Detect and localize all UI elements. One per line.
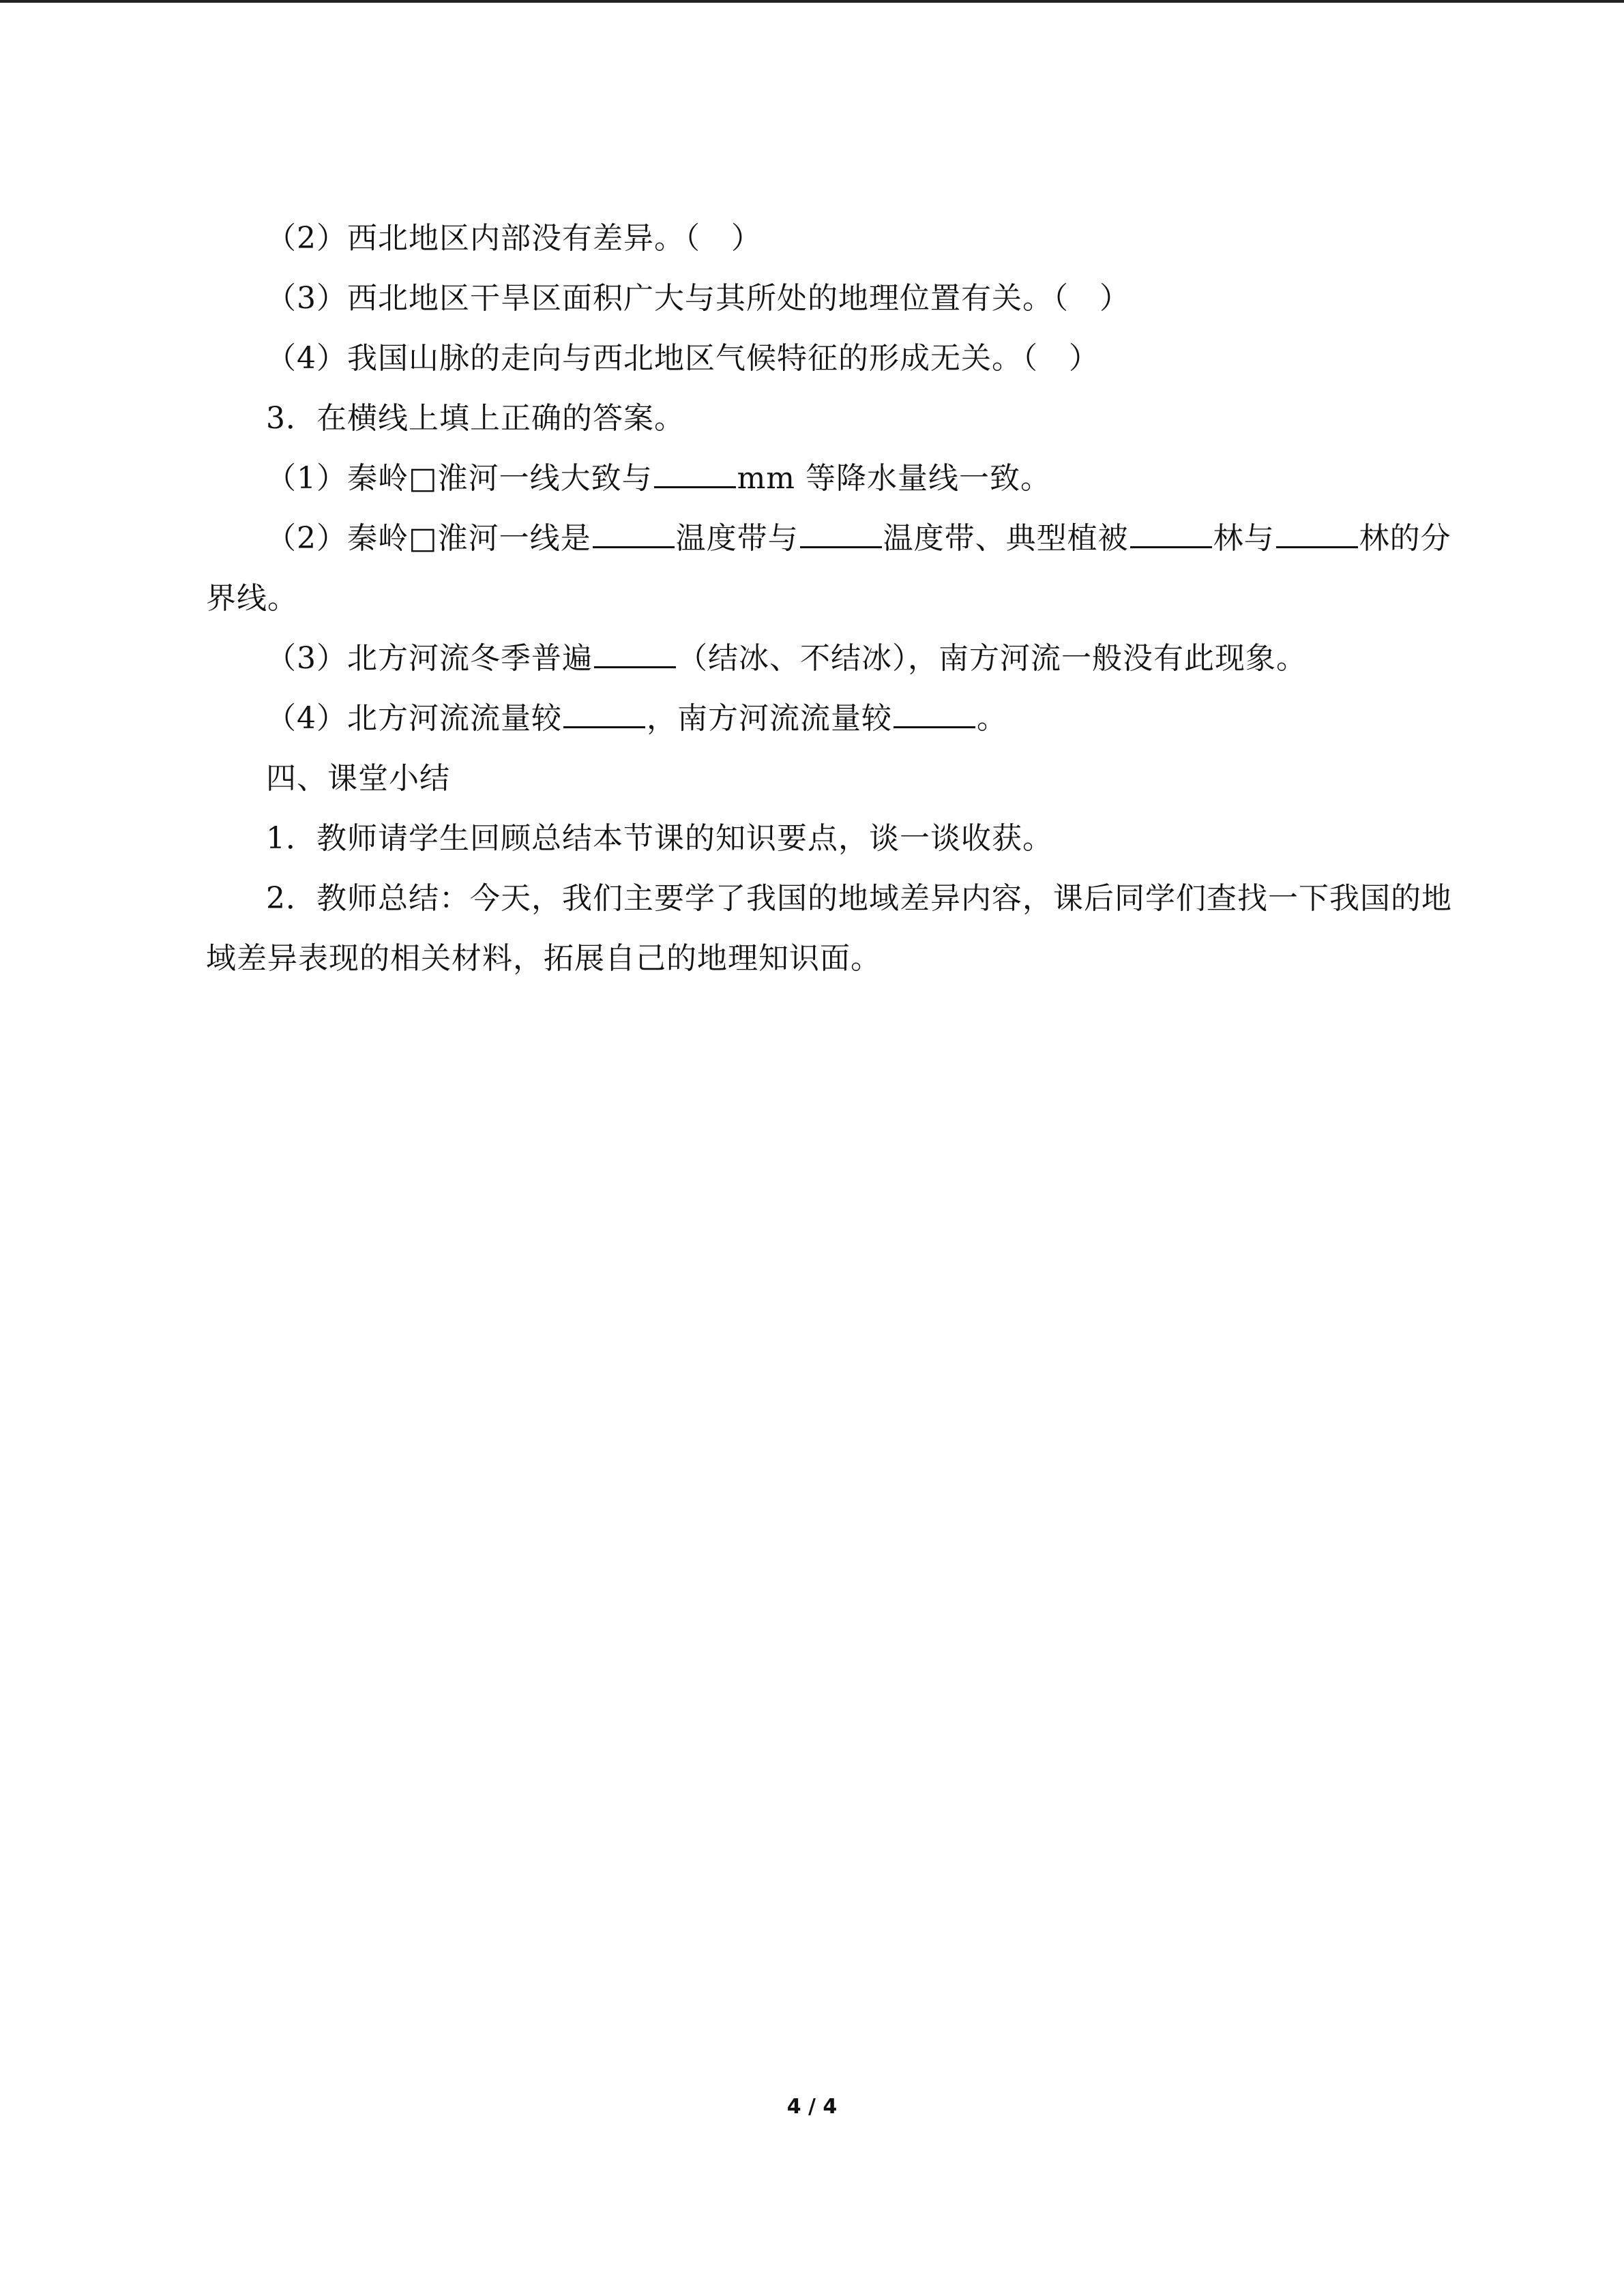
summary-item-2: 2．教师总结：今天，我们主要学了我国的地域差异内容，课后同学们查找一下我国的地域差异表现的相关材料，拓展自己的地理知识面。	[206, 881, 1452, 976]
fill-in-item-3	[206, 629, 1466, 689]
judgement-item-2: （2）西北地区内部没有差异。（ ）	[266, 221, 762, 256]
page-top-border	[0, 0, 1624, 3]
answer-blank	[654, 456, 736, 488]
fill-in-item-2-prefix: （2）秦岭□淮河一线是	[266, 521, 591, 556]
section-heading: 四、课堂小结	[266, 761, 450, 796]
judgement-item-4: （4）我国山脉的走向与西北地区气候特征的形成无关。（ ）	[266, 341, 1099, 376]
fill-in-item-2-suffix: 林的分界线。	[206, 521, 1451, 616]
document-body	[206, 209, 1466, 989]
answer-blank	[1276, 516, 1358, 548]
fill-in-item-2-part3: 林与	[1213, 521, 1275, 556]
fill-in-item-2-part2: 温度带、典型植被	[883, 521, 1129, 556]
judgement-item-3: （3）西北地区干旱区面积广大与其所处的地理位置有关。（ ）	[266, 281, 1130, 316]
fill-in-item-2-part1: 温度带与	[675, 521, 799, 556]
answer-blank	[563, 696, 645, 728]
fill-in-item-2	[206, 509, 1466, 629]
fill-in-item-4-middle: ，南方河流流量较	[647, 701, 892, 736]
answer-blank	[800, 516, 882, 548]
fill-in-item-1	[206, 449, 1466, 509]
answer-blank	[593, 516, 675, 548]
fill-in-item-4	[206, 689, 1466, 749]
page-number: 4 / 4	[786, 2095, 838, 2119]
answer-blank	[594, 636, 676, 668]
fill-in-item-4-prefix: （4）北方河流流量较	[266, 701, 562, 736]
fill-in-item-1-suffix: mm 等降水量线一致。	[737, 461, 1052, 496]
summary-item-1: 1．教师请学生回顾总结本节课的知识要点，谈一谈收获。	[266, 821, 1053, 856]
fill-in-item-3-suffix: （结冰、不结冰），南方河流一般没有此现象。	[677, 641, 1307, 676]
answer-blank	[894, 696, 975, 728]
answer-blank	[1130, 516, 1212, 548]
fill-in-instruction: 3．在横线上填上正确的答案。	[266, 401, 685, 436]
fill-in-item-4-suffix: 。	[977, 701, 1007, 736]
fill-in-item-1-prefix: （1）秦岭□淮河一线大致与	[266, 461, 653, 496]
fill-in-item-3-prefix: （3）北方河流冬季普遍	[266, 641, 593, 676]
